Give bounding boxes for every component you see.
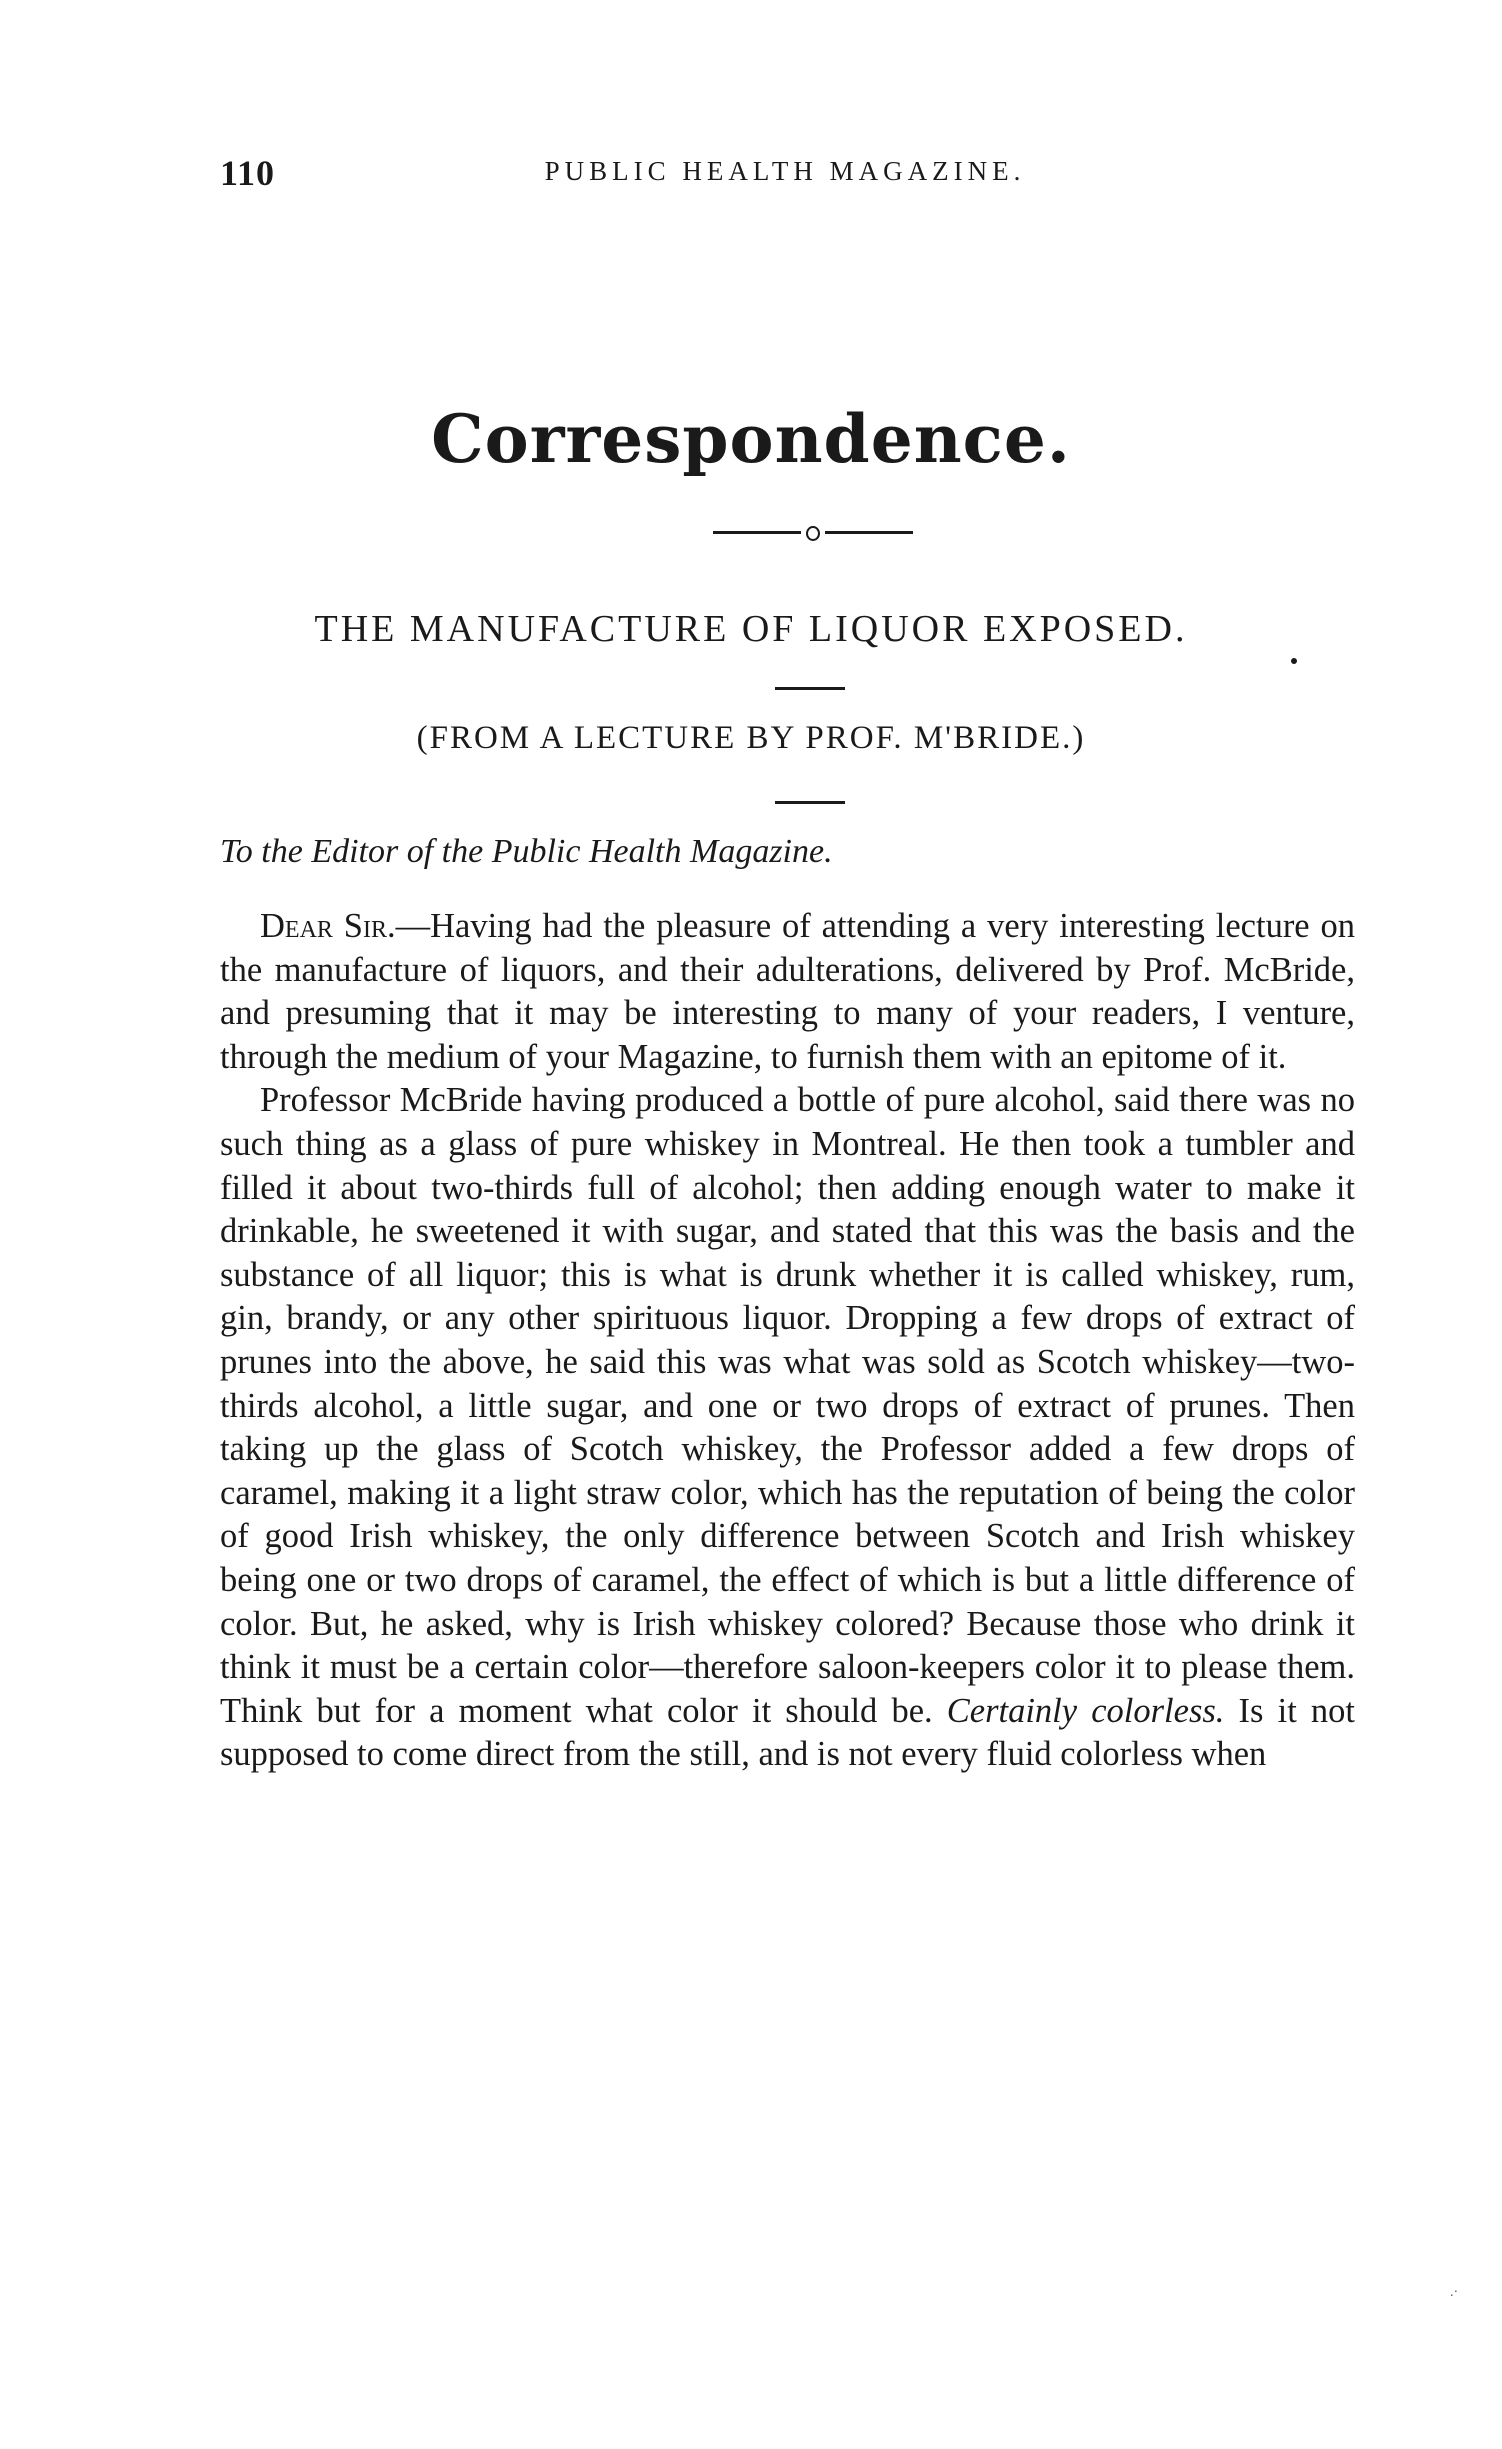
paragraph-text: Professor McBride having produced a bottle of pure alcohol, said there was no such thing as a glass of pure whiskey in Montreal. He then took a tumbler and filled it about two-thirds full of alcohol; then adding enough water to make it drinkable, he sweetened it with sugar, and stated that this was the basis and the substance of all liquor; this is what is drunk whether it is called whiskey, rum, gin, brandy, or any other spirituous liquor. Dropping a few drops of extract of prunes into the above, he said this was what was sold as Scotch whiskey—two-thirds alcohol, a little sugar, and one or two drops of extract of prunes. Then taking up the glass of Scotch whiskey, the Professor added a few drops of caramel, making it a light straw color, which has the reputation of being the color of good Irish whiskey, the only difference between Scotch and Irish whiskey being one or two drops of caramel, the effect of which is but a little difference of color. But, he asked, why is Irish whiskey colored? Because those who drink it think it must be a certain color—therefore saloon-keepers color it to please them. Think but for a moment what color it should be. [220,1081,1355,1730]
section-title: Correspondence. [431,400,1071,478]
emphasized-text: Certainly colorless. [946,1691,1225,1730]
print-dot [1291,658,1297,664]
addressee-line: To the Editor of the Public Health Magazine. [220,833,833,870]
paragraph [220,905,1355,1079]
article-title: THE MANUFACTURE OF LIQUOR EXPOSED. [314,608,1188,650]
running-head [220,152,1350,202]
scan-artifact: .· [1450,2285,1459,2300]
paragraph-text: Is it not supposed to come direct from the still, and is not every fluid colorless when [220,1691,1355,1774]
article-byline: (FROM A LECTURE BY PROF. M'BRIDE.) [416,720,1086,756]
salutation: Dear Sir. [260,907,396,945]
ornamental-divider [713,524,913,540]
running-title: PUBLIC HEALTH MAGAZINE. [544,156,1026,186]
divider-rule-top [775,687,845,690]
paragraph-text: —Having had the pleasure of attending a very interesting lecture on the manufacture of liquors, and their adulterations, delivered by Prof. McBride, and presuming that it may be interesting to many of your readers, I venture, through the medium of your Magazine, to furnish them with an epitome of it. [220,907,1355,1076]
paragraph [220,1079,1355,1777]
divider-rule-bottom [775,801,845,804]
article-body [220,905,1355,1777]
page-number: 110 [220,153,276,193]
